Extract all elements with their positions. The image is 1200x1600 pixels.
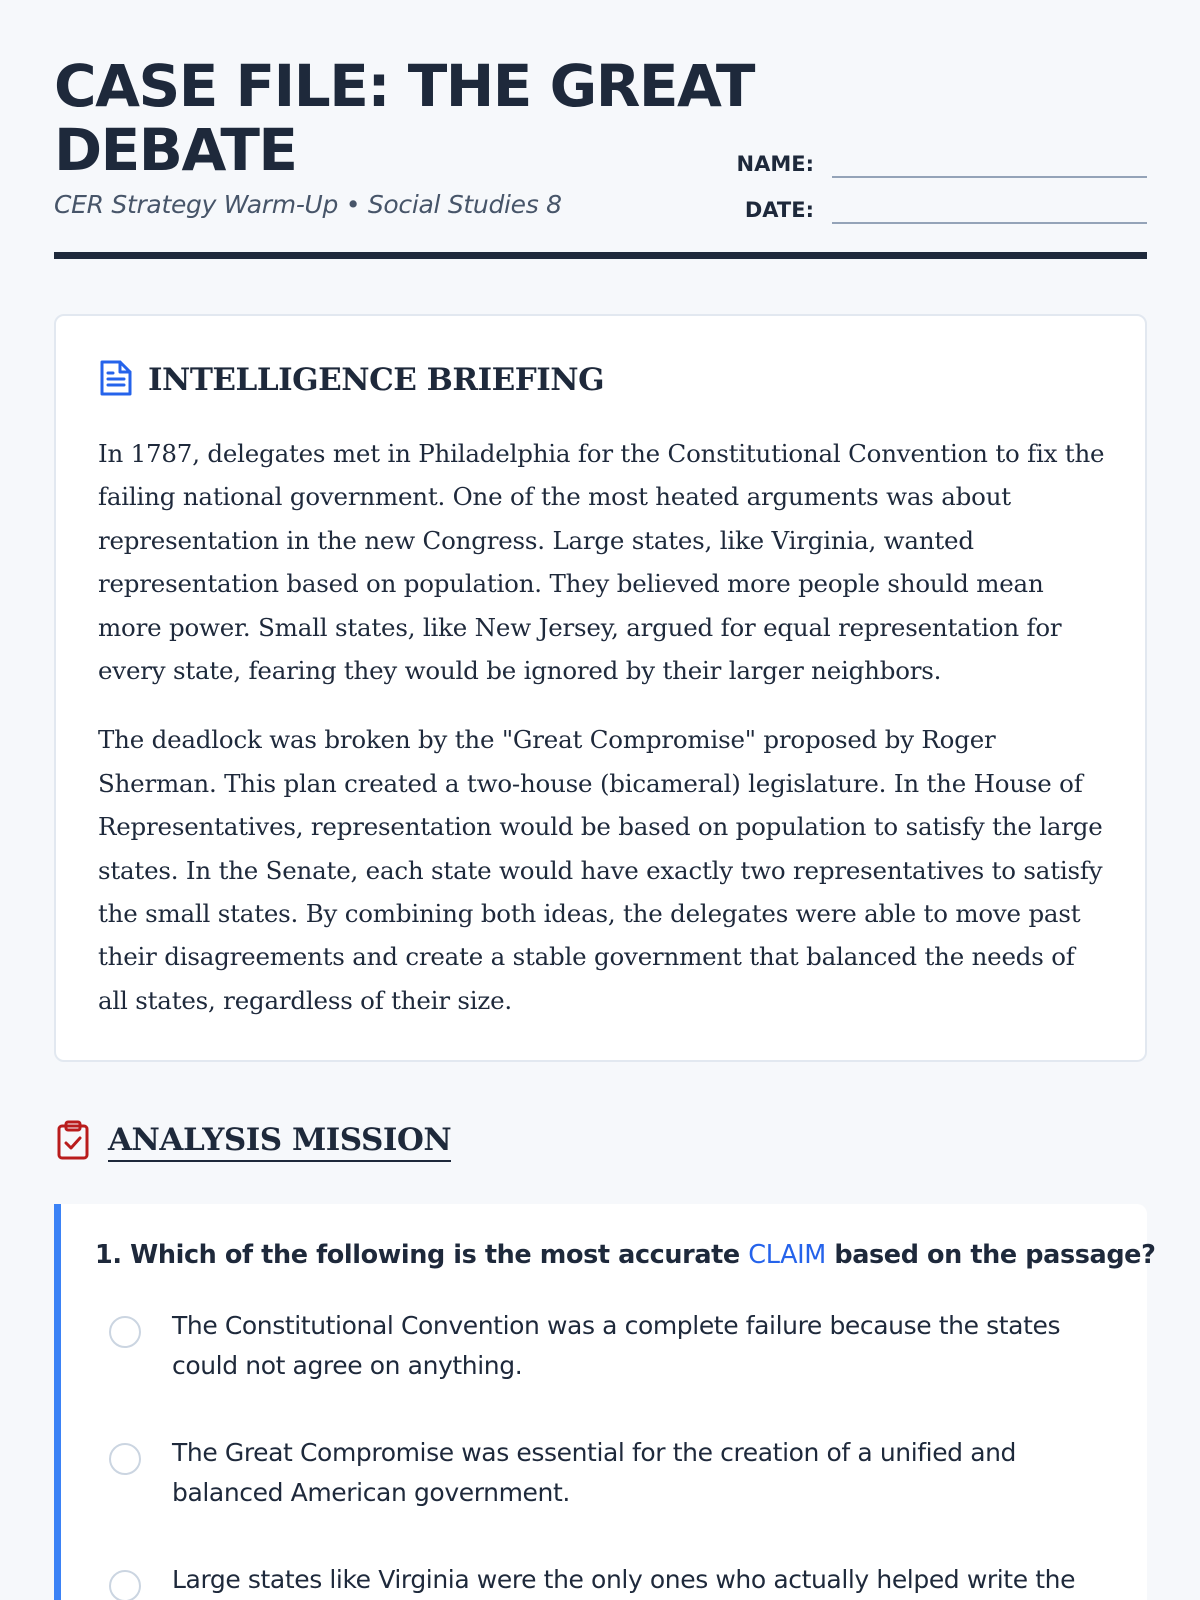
worksheet-page xyxy=(54,0,1156,1594)
question-number: 1. xyxy=(95,1240,122,1270)
name-label: NAME: xyxy=(736,152,814,176)
option-text: The Great Compromise was essential for the creation of a unified and balanced American government. xyxy=(172,1438,1017,1507)
passage-paragraph: In 1787, delegates met in Philadelphia for the Constitutional Convention to fix the failing national government. One of the most heated arguments was about representation in the new Congress. Large states, like Virginia, wanted representation based on population. They believed more people should mean more power. Small states, like New Jersey, argued for equal representation for every state, fearing they would be ignored by their larger neighbors. xyxy=(98,439,1105,686)
name-input[interactable] xyxy=(832,148,1147,178)
name-field-row xyxy=(714,148,1147,178)
question-text-before: Which of the following is the most accurate xyxy=(130,1240,740,1270)
question-card xyxy=(54,1204,1156,1600)
question-prompt xyxy=(95,1240,1156,1270)
option-text: The Constitutional Convention was a complete failure because the states could not agree on anything. xyxy=(172,1311,1061,1380)
document-icon xyxy=(98,358,134,403)
clipboard-check-icon xyxy=(54,1119,92,1166)
claim-keyword: CLAIM xyxy=(748,1240,826,1270)
page-subtitle: CER Strategy Warm-Up • Social Studies 8 xyxy=(54,190,562,219)
header-divider xyxy=(54,252,1147,259)
page-title: CASE FILE: THE GREAT DEBATE xyxy=(54,52,754,184)
briefing-heading xyxy=(98,360,604,400)
passage-paragraph: The deadlock was broken by the "Great Compromise" proposed by Roger Sherman. This plan created a two-house (bicameral) legislature. In the House of Representatives, representation would be based on population to satisfy the large states. In the Senate, each state would have exactly two representatives to satisfy the small states. By combining both ideas, the delegates were able to move past their disagreements and create a stable government that balanced the needs of all states, regardless of their size. xyxy=(98,725,1103,1015)
radio-button[interactable] xyxy=(109,1443,141,1475)
radio-button[interactable] xyxy=(109,1570,141,1600)
radio-button[interactable] xyxy=(109,1316,141,1348)
intelligence-briefing-card xyxy=(54,314,1147,1062)
analysis-mission-heading xyxy=(54,1118,451,1166)
worksheet-header xyxy=(54,0,1147,262)
briefing-passage xyxy=(98,432,1108,1022)
date-input[interactable] xyxy=(832,194,1147,224)
question-text-after: based on the passage? xyxy=(834,1240,1156,1270)
mission-title: ANALYSIS MISSION xyxy=(108,1122,451,1162)
briefing-title: INTELLIGENCE BRIEFING xyxy=(148,362,605,398)
date-label: DATE: xyxy=(744,198,814,222)
option-text: Large states like Virginia were the only ones who actually helped write the xyxy=(172,1565,1076,1594)
date-field-row xyxy=(714,194,1147,224)
